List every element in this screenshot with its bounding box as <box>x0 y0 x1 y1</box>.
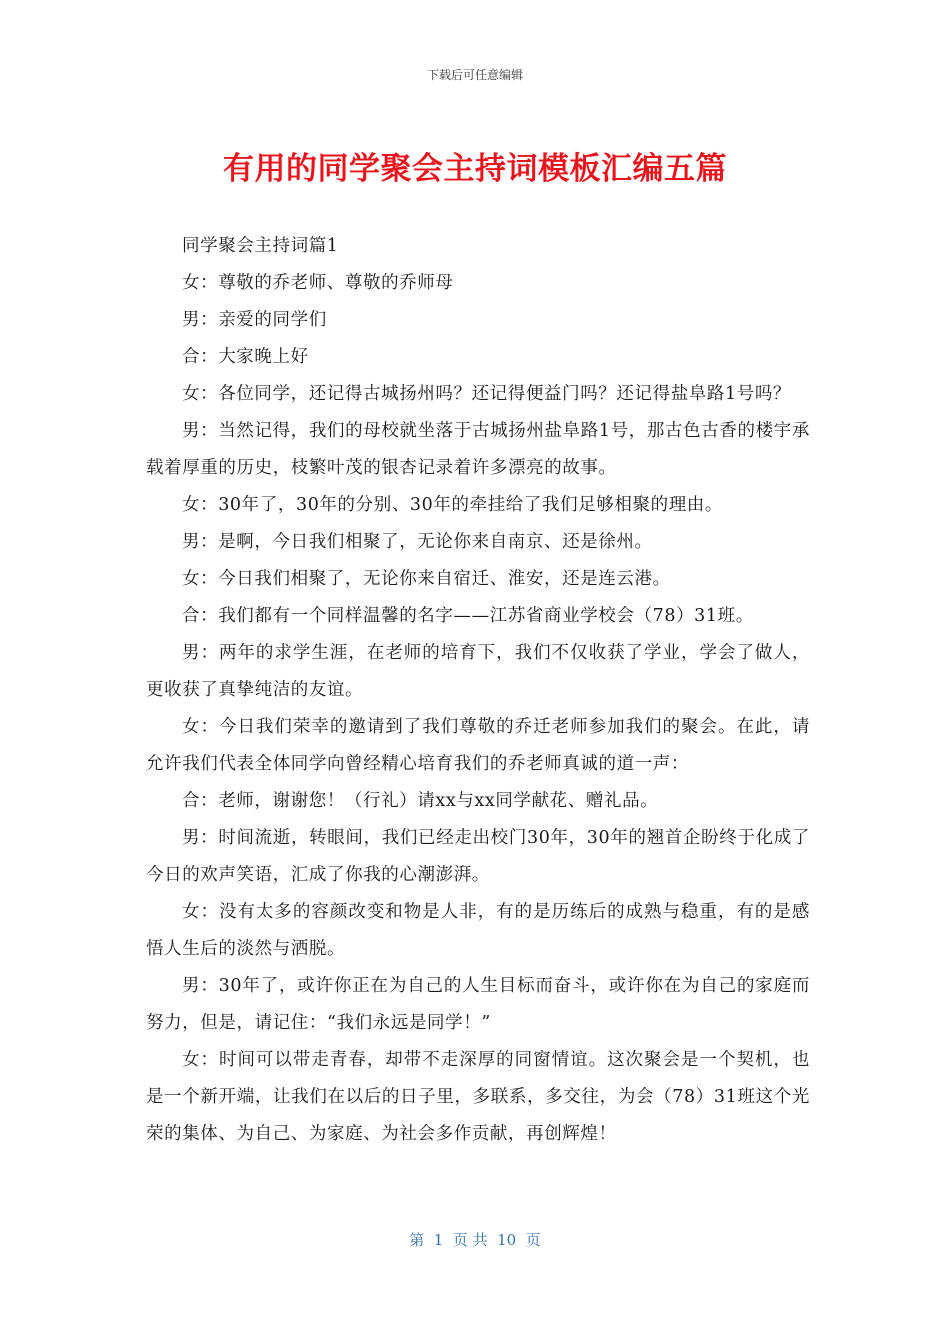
paragraph: 女：今日我们相聚了，无论你来自宿迁、淮安，还是连云港。 <box>182 569 671 589</box>
paragraph: 女：今日我们荣幸的邀请到了我们尊敬的乔迁老师参加我们的聚会。在此，请允许我们代表全体同学向曾经精心培育我们的乔老师真诚的道一声： <box>146 717 810 774</box>
paragraph: 女：30年了，30年的分别、30年的牵挂给了我们足够相聚的理由。 <box>182 495 724 515</box>
paragraph: 男：是啊，今日我们相聚了，无论你来自南京、还是徐州。 <box>182 532 653 552</box>
paragraph: 合：大家晚上好 <box>182 347 309 367</box>
section-heading: 同学聚会主持词篇1 <box>182 236 339 256</box>
paragraph: 男：当然记得，我们的母校就坐落于古城扬州盐阜路1号，那古色古香的楼宇承载着厚重的历史，枝繁叶茂的银杏记录着许多漂亮的故事。 <box>146 421 810 478</box>
paragraph: 合：老师，谢谢您！（行礼）请xx与xx同学献花、赠礼品。 <box>182 791 659 811</box>
paragraph: 男：时间流逝，转眼间，我们已经走出校门30年，30年的翘首企盼终于化成了今日的欢声笑语，汇成了你我的心潮澎湃。 <box>146 828 810 885</box>
document-title: 有用的同学聚会主持词模板汇编五篇 <box>223 151 727 187</box>
paragraph: 女：时间可以带走青春，却带不走深厚的同窗情谊。这次聚会是一个契机，也是一个新开端，让我们在以后的日子里，多联系，多交往，为会（78）31班这个光荣的集体、为自己、为家庭、为社会多作贡献，再创辉煌！ <box>146 1050 810 1144</box>
document-body <box>146 228 810 1153</box>
paragraph: 合：我们都有一个同样温馨的名字——江苏省商业学校会（78）31班。 <box>182 606 754 626</box>
page-footer: 第 1 页 共 10 页 <box>409 1231 541 1249</box>
paragraph: 男：30年了，或许你正在为自己的人生目标而奋斗，或许你在为自己的家庭而努力，但是，请记住：“我们永远是同学！” <box>146 976 810 1033</box>
header-note: 下载后可任意编辑 <box>426 68 523 82</box>
paragraph: 女：各位同学，还记得古城扬州吗？还记得便益门吗？还记得盐阜路1号吗？ <box>182 384 792 404</box>
paragraph: 男：两年的求学生涯，在老师的培育下，我们不仅收获了学业，学会了做人，更收获了真挚纯洁的友谊。 <box>146 643 810 700</box>
paragraph: 女：没有太多的容颜改变和物是人非，有的是历练后的成熟与稳重，有的是感悟人生后的淡然与洒脱。 <box>146 902 810 959</box>
paragraph: 男：亲爱的同学们 <box>182 310 327 330</box>
paragraph: 女：尊敬的乔老师、尊敬的乔师母 <box>182 273 454 293</box>
